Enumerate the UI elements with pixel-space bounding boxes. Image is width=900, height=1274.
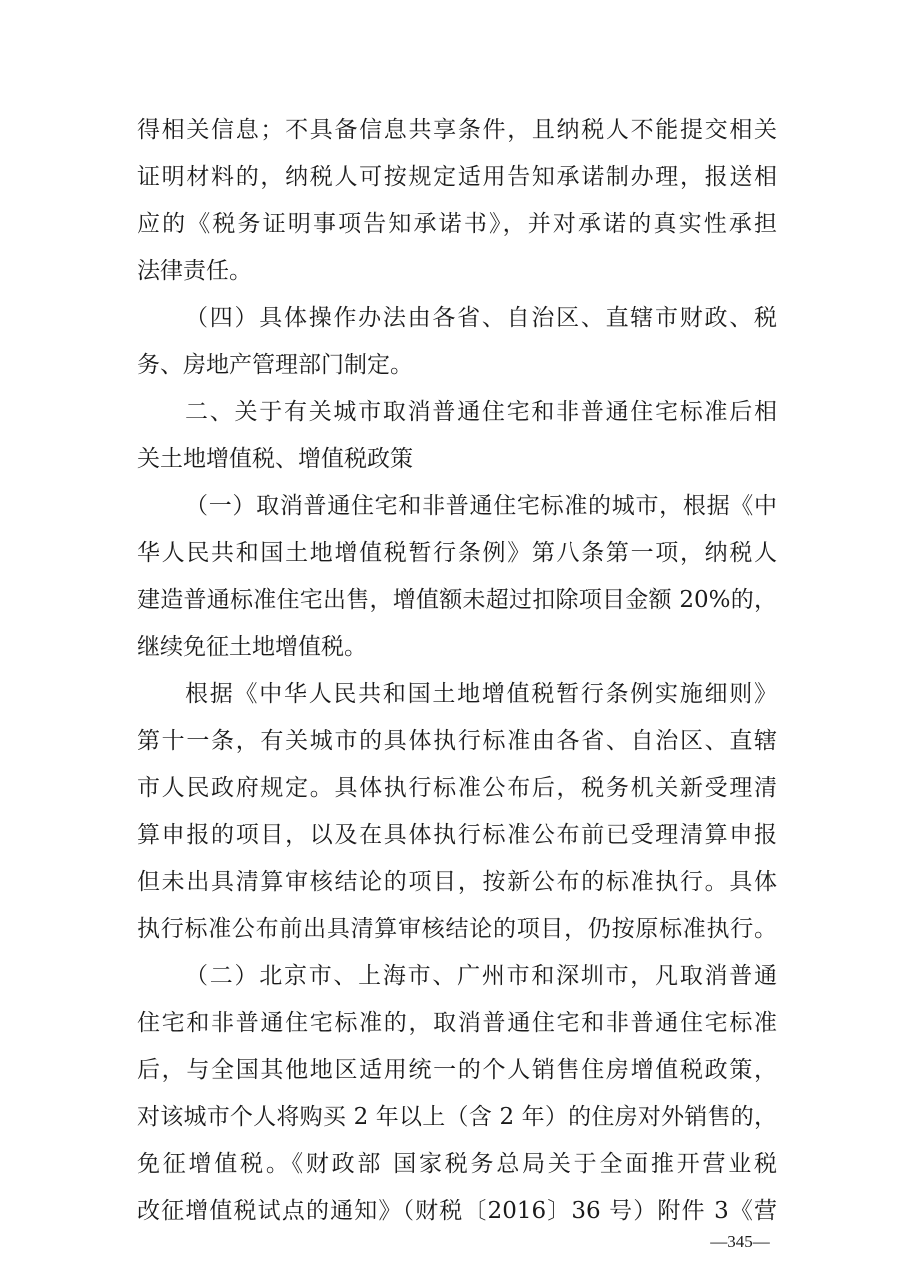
text-line-18: 执行标准公布前出具清算审核结论的项目，仍按原标准执行。 — [137, 916, 777, 942]
text-line-11: 建造普通标准住宅出售，增值额未超过扣除项目金额 20%的， — [137, 587, 777, 613]
text-line-3: 应的《税务证明事项告知承诺书》，并对承诺的真实性承担 — [137, 211, 777, 237]
text-line-15: 市人民政府规定。具体执行标准公布后，税务机关新受理清 — [137, 775, 777, 801]
text-line-6: 务、房地产管理部门制定。 — [137, 352, 413, 378]
text-line-1: 得相关信息；不具备信息共享条件，且纳税人不能提交相关 — [137, 117, 777, 143]
text-line-9: （一）取消普通住宅和非普通住宅标准的城市，根据《中 — [185, 493, 777, 519]
text-line-12: 继续免征土地增值税。 — [137, 634, 367, 660]
text-line-16: 算申报的项目，以及在具体执行标准公布前已受理清算申报 — [137, 822, 777, 848]
section-heading-line-2: 关土地增值税、增值税政策 — [137, 446, 413, 472]
section-heading-line-1: 二、关于有关城市取消普通住宅和非普通住宅标准后相 — [185, 399, 777, 425]
text-line-21: 后，与全国其他地区适用统一的个人销售住房增值税政策， — [137, 1057, 777, 1083]
text-line-23: 免征增值税。《财政部 国家税务总局关于全面推开营业税 — [137, 1151, 777, 1177]
text-line-19: （二）北京市、上海市、广州市和深圳市，凡取消普通 — [185, 963, 777, 989]
text-line-2: 证明材料的，纳税人可按规定适用告知承诺制办理，报送相 — [137, 164, 777, 190]
text-line-22: 对该城市个人将购买 2 年以上（含 2 年）的住房对外销售的， — [137, 1104, 777, 1130]
text-line-20: 住宅和非普通住宅标准的，取消普通住宅和非普通住宅标准 — [137, 1010, 777, 1036]
page-number: —345— — [710, 1232, 770, 1251]
text-line-24: 改征增值税试点的通知》（财税〔2016〕36 号）附件 3《营 — [137, 1198, 777, 1224]
text-line-17: 但未出具清算审核结论的项目，按新公布的标准执行。具体 — [137, 869, 777, 895]
text-line-4: 法律责任。 — [137, 258, 252, 284]
text-line-10: 华人民共和国土地增值税暂行条例》第八条第一项，纳税人 — [137, 540, 777, 566]
text-line-5: （四）具体操作办法由各省、自治区、直辖市财政、税 — [185, 305, 777, 331]
text-line-13: 根据《中华人民共和国土地增值税暂行条例实施细则》 — [185, 681, 777, 707]
text-line-14: 第十一条，有关城市的具体执行标准由各省、自治区、直辖 — [137, 728, 777, 754]
